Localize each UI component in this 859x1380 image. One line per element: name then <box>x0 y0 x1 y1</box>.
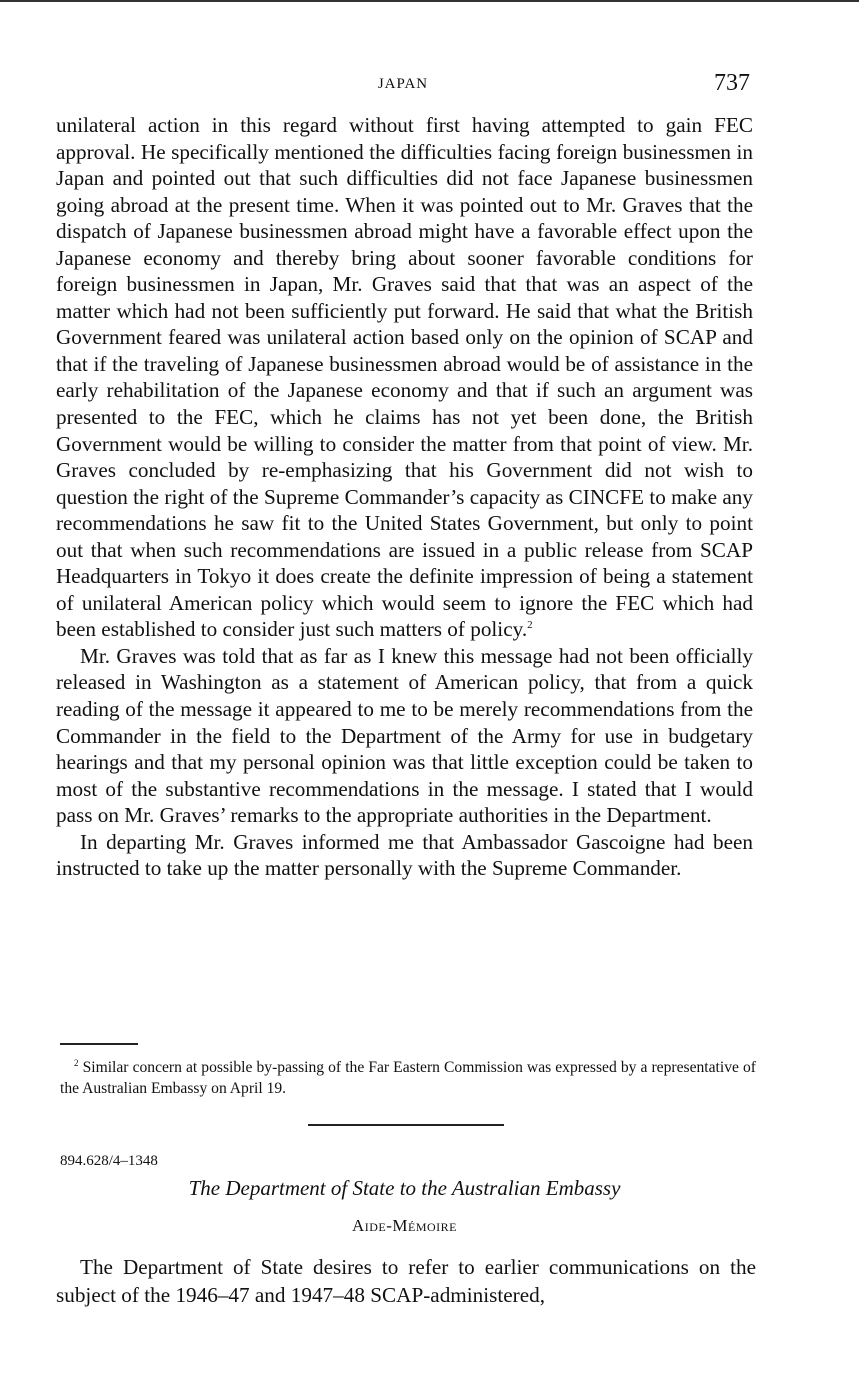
footnote <box>60 1057 756 1099</box>
main-text <box>56 112 753 882</box>
footnote-text: Similar concern at possible by-passing of the Far Eastern Commission was expressed by a representative of the Australian Embassy on April 19. <box>60 1059 756 1097</box>
file-number: 894.628/4–1348 <box>60 1153 158 1169</box>
footnote-separator <box>60 1043 138 1045</box>
document-type: Aide-Mémoire <box>351 1216 458 1235</box>
footnote-marker: 2 <box>74 1057 79 1068</box>
footnote-reference: 2 <box>527 619 533 632</box>
document-opening-paragraph: The Department of State desires to refer to earlier communications on the subject of the 1946–47 and 1947–48 SCAP-administered, <box>56 1255 756 1307</box>
document-title: The Department of State to the Australian Embassy <box>188 1176 621 1200</box>
paragraph-2: Mr. Graves was told that as far as I knew this message had not been officially released in Washington as a statement of American policy, that from a quick reading of the message it appeared to me to be merely recommendations from the Commander in the field to the Department of the Army for use in budgetary hearings and that my personal opinion was that little exception could be taken to most of the substantive recommendations in the message. I stated that I would pass on Mr. Graves’ remarks to the appropriate authorities in the Department. <box>56 643 753 828</box>
paragraph-continued <box>56 112 753 643</box>
top-border-rule <box>0 0 859 2</box>
page-header <box>56 70 750 102</box>
section-divider <box>308 1124 504 1126</box>
page-number: 737 <box>714 70 750 96</box>
paragraph-3: In departing Mr. Graves informed me that Ambassador Gascoigne had been instructed to take up the matter personally with the Supreme Commander. <box>56 829 753 881</box>
running-head: JAPAN <box>377 76 429 92</box>
paragraph-1-text: unilateral action in this regard without first having attempted to gain FEC approval. He specifically mentioned the difficulties facing foreign businessmen in Japan and pointed out that such difficulties did not face Japanese businessmen going abroad at the present time. When it was pointed out to Mr. Graves that the dispatch of Japanese businessmen abroad might have a favorable effect upon the Japanese economy and thereby bring about sooner favorable conditions for foreign businessmen in Japan, Mr. Graves said that that was an aspect of the matter which had not been sufficiently put forward. He said that what the British Government feared was unilateral action based only on the opinion of SCAP and that if the traveling of Japanese businessmen abroad would be of assistance in the early rehabilitation of the Japanese economy and that if such an argument was presented to the FEC, which he claims has not yet been done, the British Government would be willing to consider the matter from that point of view. Mr. Graves concluded by re-emphasizing that his Government did not wish to question the right of the Supreme Commander’s capacity as CINCFE to make any recommendations he saw fit to the United States Government, but only to point out that when such recommendations are issued in a public release from SCAP Headquarters in Tokyo it does create the definite impression of being a statement of unilateral American policy which would seem to ignore the FEC which had been established to consider just such matters of policy. <box>56 113 753 642</box>
